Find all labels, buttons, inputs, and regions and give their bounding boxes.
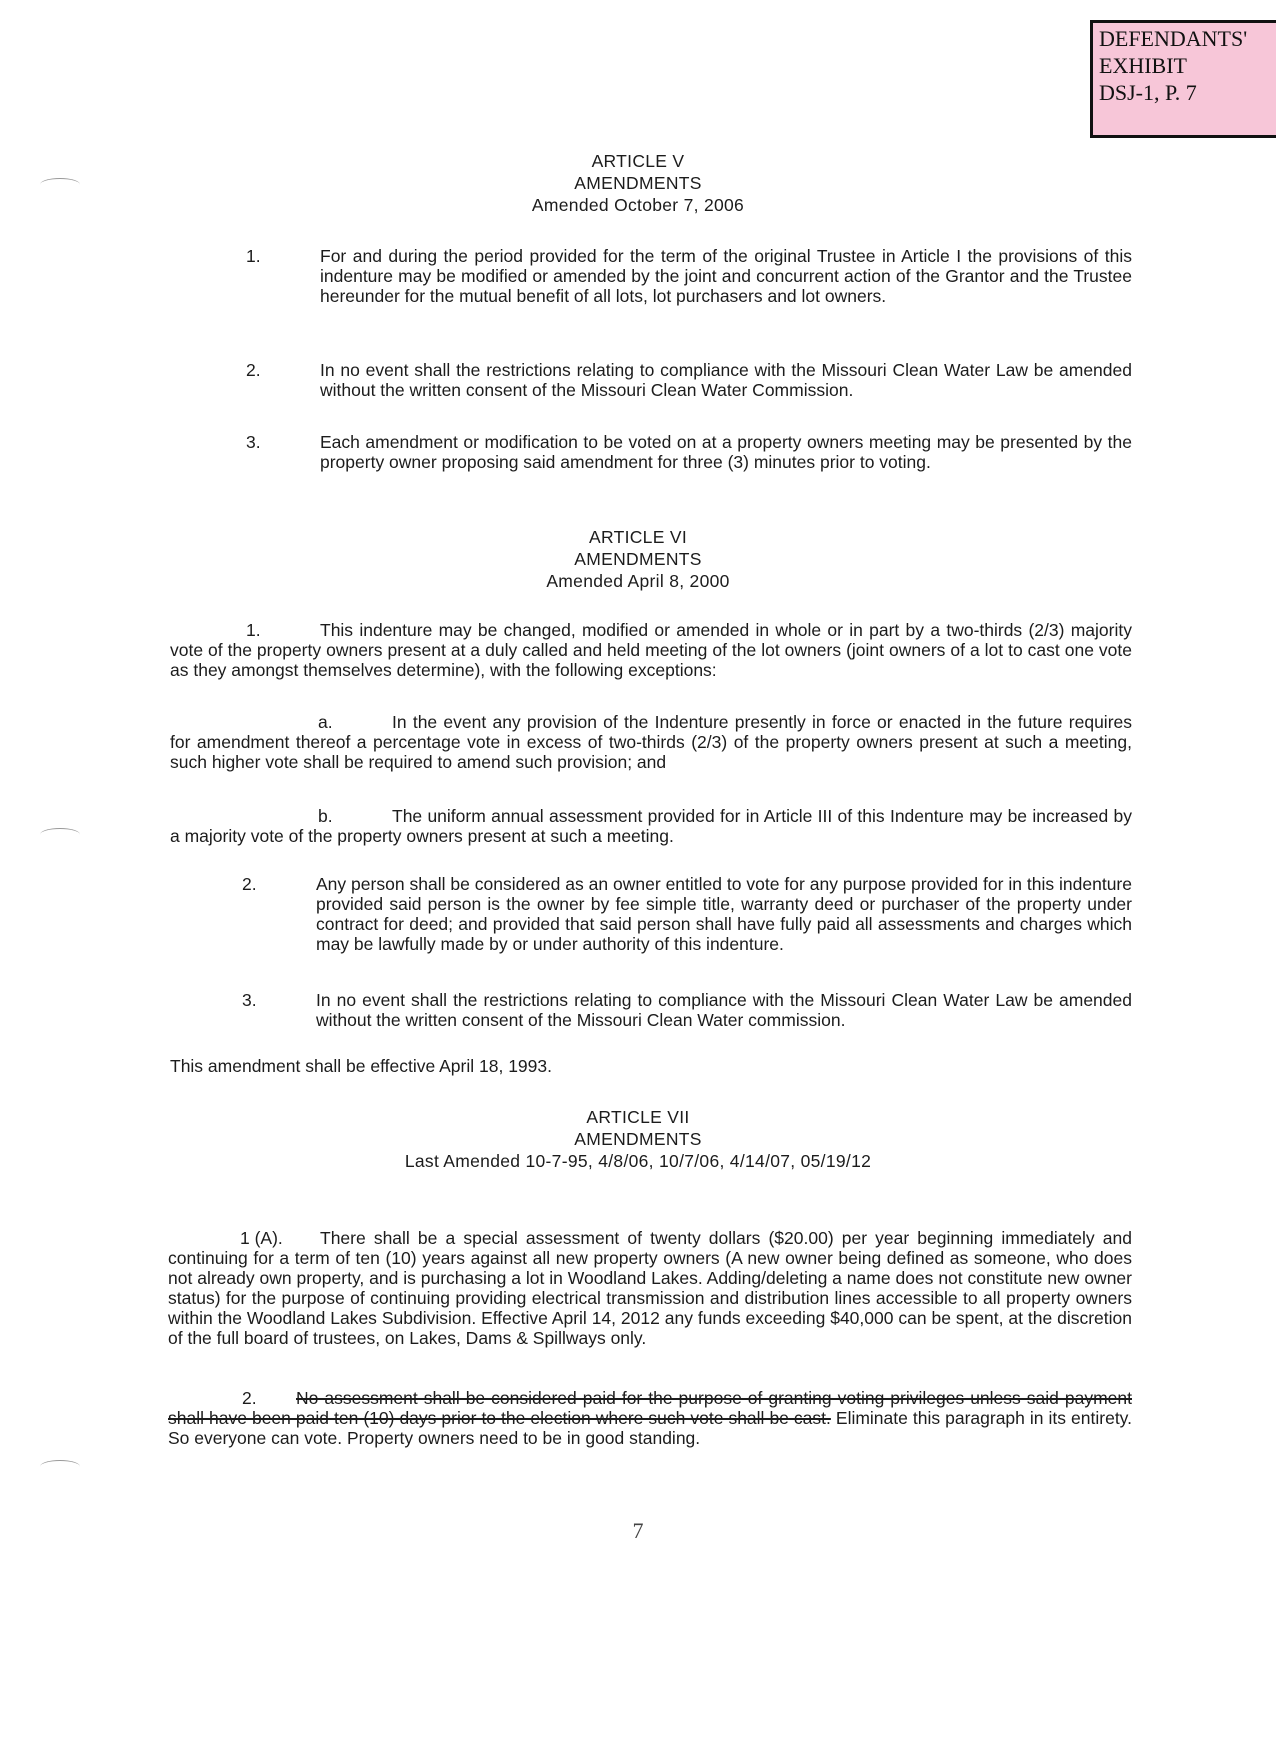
article-vi-title: ARTICLE VI xyxy=(589,527,687,547)
article-v-header xyxy=(0,150,1276,216)
scan-mark-3 xyxy=(40,1460,80,1473)
scan-mark-2 xyxy=(40,828,80,841)
article-v-item3-text: Each amendment or modification to be voted on at a property owners meeting may be presented by the property owner proposing said amendment for three (3) minutes prior to voting. xyxy=(320,432,1132,472)
article-vi-effective: This amendment shall be effective April 18, 1993. xyxy=(170,1056,552,1076)
page-number: 7 xyxy=(632,1518,644,1543)
article-vii-p2-num: 2. xyxy=(242,1388,257,1408)
article-vii-p1-num: 1 (A). xyxy=(240,1228,283,1248)
article-vii-p2-text: Eliminate this paragraph in its entirety. So everyone can vote. Property owners need to be in good standing. xyxy=(168,1408,1132,1448)
article-vi-p1-num: 1. xyxy=(246,620,261,640)
article-v-subtitle: AMENDMENTS xyxy=(574,173,702,193)
exhibit-stamp-line3: DSJ-1, P. 7 xyxy=(1099,80,1197,105)
article-vi-item3-num: 3. xyxy=(242,990,257,1010)
article-v-item2-num: 2. xyxy=(246,360,261,380)
article-vi-pa-text: In the event any provision of the Indenture presently in force or enacted in the future requires for amendment thereof a percentage vote in excess of two-thirds (2/3) of the property owners present at such a meeting, such higher vote shall be required to amend such provision; and xyxy=(170,712,1132,772)
article-vi-amended: Amended April 8, 2000 xyxy=(546,571,730,591)
article-vii-title: ARTICLE VII xyxy=(586,1107,690,1127)
article-vi-pb-text: The uniform annual assessment provided for in Article III of this Indenture may be increased by a majority vote of the property owners present at such a meeting. xyxy=(170,806,1132,846)
exhibit-stamp xyxy=(1090,20,1276,138)
article-vii-p1-text: There shall be a special assessment of twenty dollars ($20.00) per year beginning immediately and continuing for a term of ten (10) years against all new property owners (A new owner being defined as someone, who does not already own property, and is purchasing a lot in Woodland Lakes. Adding/deleting a name does not constitute new owner status) for the purpose of continuing providing electrical transmission and distribution lines accessible to all property owners within the Woodland Lakes Subdivision. Effective April 14, 2012 any funds exceeding $40,000 can be spent, at the discretion of the full board of trustees, on Lakes, Dams & Spillways only. xyxy=(168,1228,1132,1348)
article-v-item1-text: For and during the period provided for the term of the original Trustee in Article I the provisions of this indenture may be modified or amended by the joint and concurrent action of the Grantor and the Trustee hereunder for the mutual benefit of all lots, lot purchasers and lot owners. xyxy=(320,246,1132,306)
article-vi-item3-text: In no event shall the restrictions relating to compliance with the Missouri Clean Water Law be amended without the written consent of the Missouri Clean Water commission. xyxy=(316,990,1132,1030)
article-vii-amended: Last Amended 10-7-95, 4/8/06, 10/7/06, 4/14/07, 05/19/12 xyxy=(404,1151,872,1171)
article-v-title: ARTICLE V xyxy=(591,151,685,171)
article-vi-p1-text: This indenture may be changed, modified or amended in whole or in part by a two-thirds (2/3) majority vote of the property owners present at a duly called and held meeting of the lot owners (joint owners of a lot to cast one vote as they amongst themselves determine), with the following exceptions: xyxy=(170,620,1132,680)
exhibit-stamp-line1: DEFENDANTS' xyxy=(1099,26,1248,51)
article-vii-header xyxy=(0,1106,1276,1172)
article-v-amended: Amended October 7, 2006 xyxy=(531,195,745,215)
article-vii-p2 xyxy=(168,1388,1132,1448)
article-vi-pa-num: a. xyxy=(318,712,333,732)
article-vi-pb-num: b. xyxy=(318,806,333,826)
article-vii-subtitle: AMENDMENTS xyxy=(574,1129,702,1149)
article-vi-header xyxy=(0,526,1276,592)
article-v-item3-num: 3. xyxy=(246,432,261,452)
article-v-item2-text: In no event shall the restrictions relating to compliance with the Missouri Clean Water Law be amended without the written consent of the Missouri Clean Water Commission. xyxy=(320,360,1132,400)
article-vi-item2-text: Any person shall be considered as an owner entitled to vote for any purpose provided for in this indenture provided said person is the owner by fee simple title, warranty deed or purchaser of the property under contract for deed; and provided that said person shall have fully paid all assessments and charges which may be lawfully made by or under authority of this indenture. xyxy=(316,874,1132,954)
article-v-item1-num: 1. xyxy=(246,246,261,266)
article-vii-p2-struck-text: No assessment shall be considered paid for the purpose of granting voting privileges unless said payment shall have been paid ten (10) days prior to the election where such vote shall be cast. xyxy=(168,1388,1132,1428)
article-vi-item2-num: 2. xyxy=(242,874,257,894)
exhibit-stamp-line2: EXHIBIT xyxy=(1099,53,1187,78)
article-vi-subtitle: AMENDMENTS xyxy=(574,549,702,569)
